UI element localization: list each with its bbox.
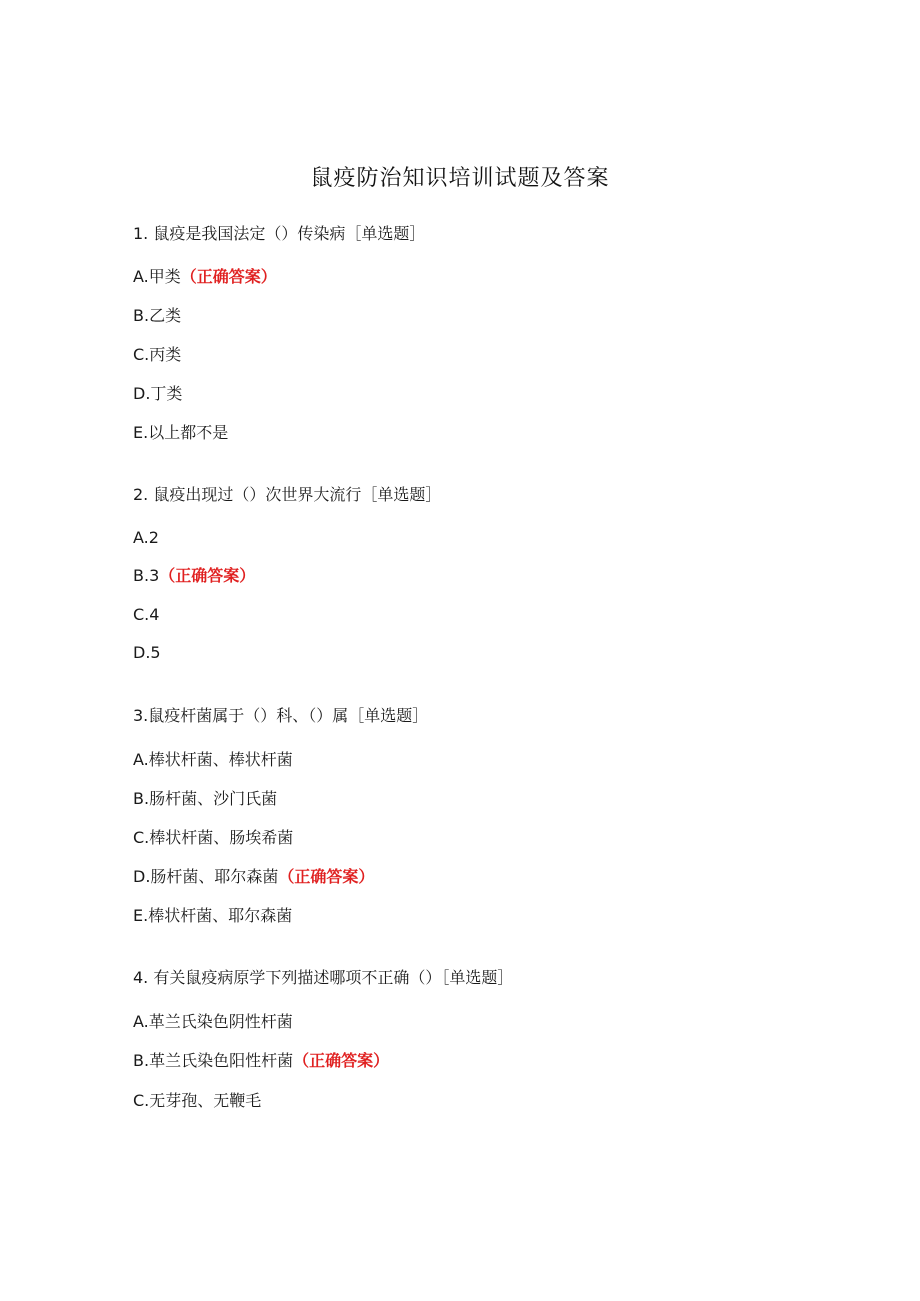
question-1-option-d [133, 382, 182, 406]
question-2-option-d [133, 641, 161, 665]
option-text: B.革兰氏染色阳性杆菌 [133, 1051, 294, 1070]
option-text: C.4 [133, 605, 160, 624]
question-3-option-c [133, 826, 293, 850]
question-2-stem: 2. 鼠疫出现过（）次世界大流行［单选题］ [133, 485, 442, 504]
question-1-option-b [133, 304, 181, 328]
question-1-option-c [133, 343, 181, 367]
option-text: C.棒状杆菌、肠埃希菌 [133, 828, 294, 847]
page-title: 鼠疫防治知识培训试题及答案 [310, 166, 610, 191]
option-text: D.5 [133, 643, 161, 662]
option-text: B.乙类 [133, 306, 182, 325]
correct-answer-mark: （正确答案） [278, 867, 375, 886]
question-2-option-a [133, 526, 159, 550]
question-1-option-e [133, 421, 228, 445]
option-text: D.丁类 [133, 384, 183, 403]
option-text: A.甲类 [133, 267, 181, 286]
option-text: E.棒状杆菌、耶尔森菌 [133, 906, 293, 925]
option-text: E.以上都不是 [133, 423, 229, 442]
option-text: B.肠杆菌、沙门氏菌 [133, 789, 278, 808]
question-4-option-c [133, 1089, 261, 1113]
option-text: C.无芽孢、无鞭毛 [133, 1091, 262, 1110]
option-text: A.棒状杆菌、棒状杆菌 [133, 750, 293, 769]
correct-answer-mark: （正确答案） [293, 1051, 390, 1070]
option-text: B.3 [133, 566, 160, 585]
question-1-option-a [133, 265, 277, 289]
correct-answer-mark: （正确答案） [180, 267, 277, 286]
question-1-stem: 1. 鼠疫是我国法定（）传染病［单选题］ [133, 224, 426, 243]
question-3-option-d [133, 865, 374, 889]
option-text: C.丙类 [133, 345, 182, 364]
question-4-option-b [133, 1049, 389, 1073]
question-3-stem: 3.鼠疫杆菌属于（）科、（）属［单选题］ [133, 706, 429, 725]
question-3-option-a [133, 748, 293, 772]
question-3-option-b [133, 787, 277, 811]
option-text: A.2 [133, 528, 159, 547]
option-text: A.革兰氏染色阴性杆菌 [133, 1012, 293, 1031]
option-text: D.肠杆菌、耶尔森菌 [133, 867, 279, 886]
question-4-option-a [133, 1010, 293, 1034]
question-4-stem: 4. 有关鼠疫病原学下列描述哪项不正确（）［单选题］ [133, 968, 514, 987]
question-2-option-b [133, 564, 255, 588]
correct-answer-mark: （正确答案） [159, 566, 256, 585]
question-3-option-e [133, 904, 292, 928]
question-2-option-c [133, 603, 159, 627]
